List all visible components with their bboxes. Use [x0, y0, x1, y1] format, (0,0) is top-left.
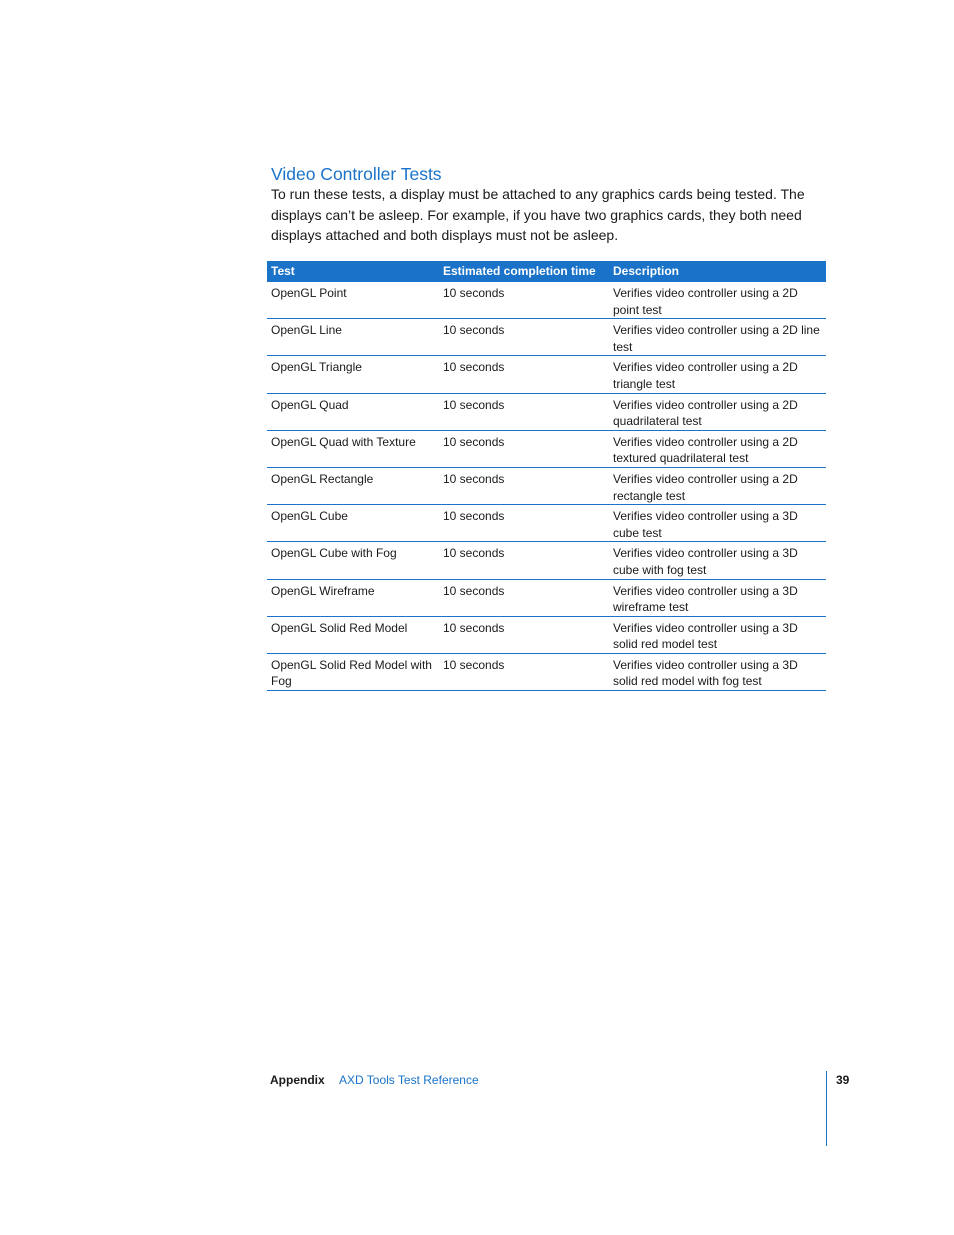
- section-title: Video Controller Tests: [271, 164, 442, 184]
- description-cell: Verifies video controller using a 2D rectangle test: [609, 467, 826, 504]
- test-name-cell: OpenGL Quad with Texture: [267, 430, 439, 467]
- footer-section-label: Appendix: [270, 1073, 325, 1087]
- completion-time-cell: 10 seconds: [439, 319, 609, 356]
- completion-time-cell: 10 seconds: [439, 505, 609, 542]
- table-row: [267, 616, 826, 653]
- test-name-cell: OpenGL Wireframe: [267, 579, 439, 616]
- table-row: [267, 356, 826, 393]
- page-number: 39: [836, 1073, 850, 1087]
- description-cell: Verifies video controller using a 3D cube with fog test: [609, 542, 826, 579]
- test-name-cell: OpenGL Solid Red Model with Fog: [267, 653, 439, 690]
- completion-time-cell: 10 seconds: [439, 356, 609, 393]
- table-row: [267, 653, 826, 690]
- test-name-cell: OpenGL Solid Red Model: [267, 616, 439, 653]
- description-cell: Verifies video controller using a 3D solid red model with fog test: [609, 653, 826, 690]
- table-row: [267, 319, 826, 356]
- header-estimated-completion-time: Estimated completion time: [439, 261, 609, 282]
- footer-document-title: AXD Tools Test Reference: [339, 1073, 479, 1087]
- table-row: [267, 282, 826, 319]
- description-cell: Verifies video controller using a 3D wireframe test: [609, 579, 826, 616]
- description-cell: Verifies video controller using a 2D quadrilateral test: [609, 393, 826, 430]
- test-name-cell: OpenGL Cube with Fog: [267, 542, 439, 579]
- intro-paragraph: To run these tests, a display must be attached to any graphics cards being tested. The displays can’t be asleep. For example, if you have two graphics cards, they both need displays attached and both displays must not be asleep.: [271, 186, 805, 244]
- completion-time-cell: 10 seconds: [439, 616, 609, 653]
- header-description: Description: [609, 261, 826, 282]
- description-cell: Verifies video controller using a 3D solid red model test: [609, 616, 826, 653]
- completion-time-cell: 10 seconds: [439, 282, 609, 319]
- description-cell: Verifies video controller using a 2D point test: [609, 282, 826, 319]
- table-row: [267, 542, 826, 579]
- test-name-cell: OpenGL Quad: [267, 393, 439, 430]
- completion-time-cell: 10 seconds: [439, 653, 609, 690]
- test-name-cell: OpenGL Triangle: [267, 356, 439, 393]
- table-row: [267, 430, 826, 467]
- completion-time-cell: 10 seconds: [439, 579, 609, 616]
- table-header-row: [267, 261, 826, 282]
- completion-time-cell: 10 seconds: [439, 542, 609, 579]
- header-test: Test: [267, 261, 439, 282]
- table-row: [267, 505, 826, 542]
- description-cell: Verifies video controller using a 3D cube test: [609, 505, 826, 542]
- table-row: [267, 579, 826, 616]
- table-row: [267, 393, 826, 430]
- description-cell: Verifies video controller using a 2D line test: [609, 319, 826, 356]
- completion-time-cell: 10 seconds: [439, 430, 609, 467]
- test-name-cell: OpenGL Cube: [267, 505, 439, 542]
- test-name-cell: OpenGL Line: [267, 319, 439, 356]
- completion-time-cell: 10 seconds: [439, 393, 609, 430]
- description-cell: Verifies video controller using a 2D triangle test: [609, 356, 826, 393]
- video-controller-tests-table: [267, 261, 826, 691]
- table-row: [267, 467, 826, 504]
- test-name-cell: OpenGL Point: [267, 282, 439, 319]
- test-name-cell: OpenGL Rectangle: [267, 467, 439, 504]
- completion-time-cell: 10 seconds: [439, 467, 609, 504]
- footer-divider: [826, 1071, 827, 1146]
- description-cell: Verifies video controller using a 2D textured quadrilateral test: [609, 430, 826, 467]
